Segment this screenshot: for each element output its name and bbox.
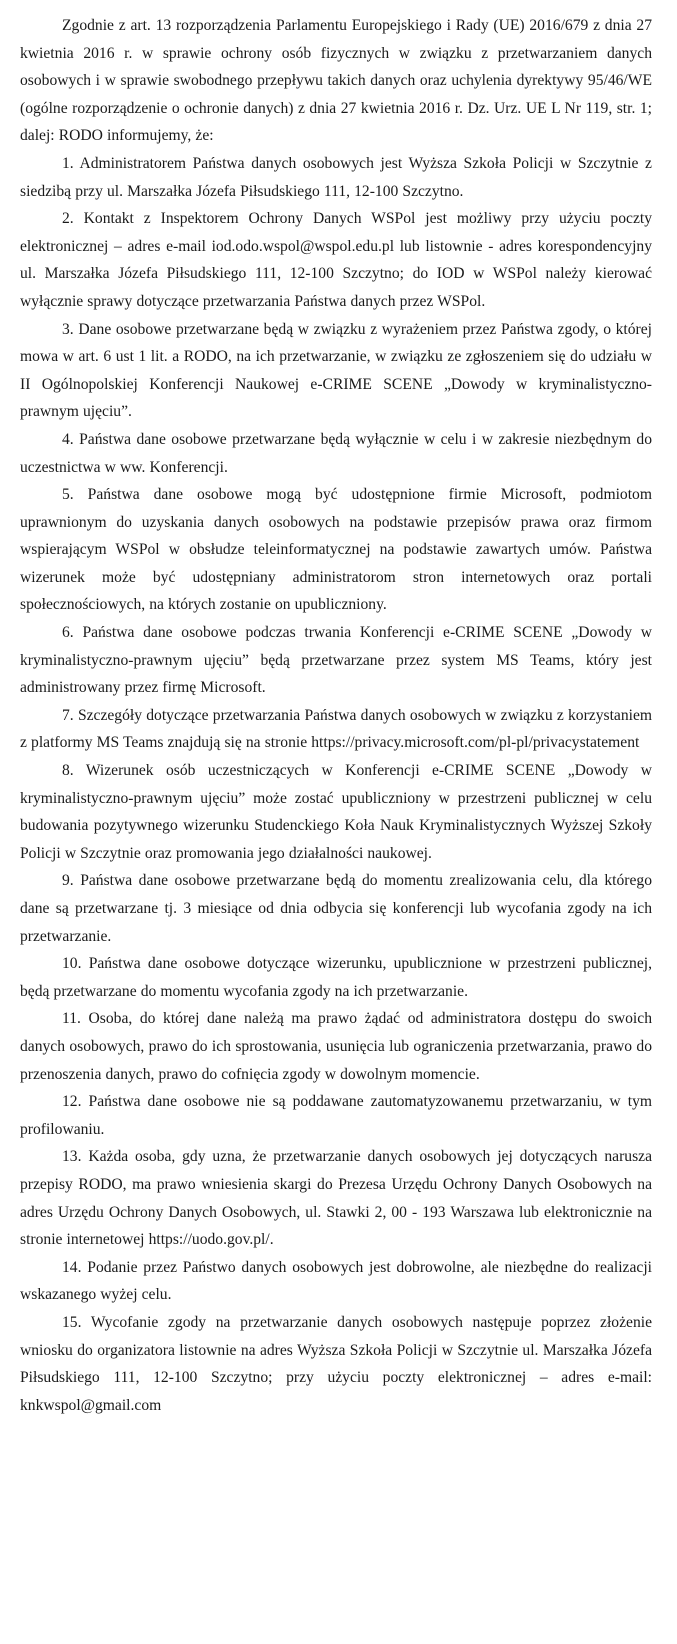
clause-list [20, 150, 652, 1419]
clause-text: Szczegóły dotyczące przetwarzania Państwa danych osobowych w związku z korzystaniem z platformy MS Teams znajdują się na stronie https://privacy.microsoft.com/pl-pl/privacystatement [20, 706, 652, 752]
clause-number: 15. [62, 1313, 82, 1331]
clause-text: Państwa dane osobowe dotyczące wizerunku, upublicznione w przestrzeni publicznej, będą przetwarzane do momentu wycofania zgody na ich przetwarzanie. [20, 955, 652, 1000]
clause-number: 6. [62, 624, 74, 642]
clause-text: Podanie przez Państwo danych osobowych jest dobrowolne, ale niezbędne do realizacji wskazanego wyżej celu. [20, 1258, 652, 1304]
clause-text: Dane osobowe przetwarzane będą w związku z wyrażeniem przez Państwa zgody, o której mowa w art. 6 ust 1 lit. a RODO, na ich przetwarzanie, w związku ze zgłoszeniem się do udziału w II Ogólnopolskiej Konferencji Naukowej e-CRIME SCENE „Dowody w kryminalistyczno-prawnym ujęciu”. [20, 320, 652, 421]
clause-item [20, 1254, 652, 1309]
clause-item [20, 1309, 652, 1419]
clause-text: Osoba, do której dane należą ma prawo żądać od administratora dostępu do swoich danych osobowych, prawo do ich sprostowania, usunięcia lub ograniczenia przetwarzania, prawo do przenoszenia danych, prawo do cofnięcia zgody w dowolnym momencie. [20, 1010, 652, 1083]
clause-number: 12. [62, 1093, 82, 1111]
clause-text: Wycofanie zgody na przetwarzanie danych osobowych następuje poprzez złożenie wniosku do organizatora listownie na adres Wyższa Szkoła Policji w Szczytnie ul. Marszałka Józefa Piłsudskiego 111, 12-100 Szczytno; przy użyciu poczty elektronicznej – adres e-mail: knkwspol@gmail.com [20, 1313, 652, 1414]
clause-item [20, 1088, 652, 1143]
clause-item [20, 619, 652, 702]
clause-text: Państwa dane osobowe przetwarzane będą wyłącznie w celu i w zakresie niezbędnym do uczestnictwa w ww. Konferencji. [20, 430, 652, 476]
clause-text: Państwa dane osobowe nie są poddawane zautomatyzowanemu przetwarzaniu, w tym profilowaniu. [20, 1093, 652, 1138]
clause-number: 1. [62, 154, 74, 172]
clause-number: 13. [62, 1148, 82, 1166]
clause-text: Państwa dane osobowe mogą być udostępnione firmie Microsoft, podmiotom uprawnionym do uzyskania danych osobowych na podstawie przepisów prawa oraz firmom wspierającym WSPol w obsłudze teleinformatycznej na podstawie zawartych umów. Państwa wizerunek może być udostępniany administratorom stron internetowych oraz portali społecznościowych, na których zostanie on upubliczniony. [20, 486, 652, 614]
clause-text: Administratorem Państwa danych osobowych jest Wyższa Szkoła Policji w Szczytnie z siedzibą przy ul. Marszałka Józefa Piłsudskiego 111, 12-100 Szczytno. [20, 154, 652, 200]
clause-item [20, 205, 652, 315]
clause-item [20, 757, 652, 867]
clause-item [20, 1005, 652, 1088]
clause-item [20, 867, 652, 950]
clause-number: 10. [62, 955, 82, 973]
clause-number: 14. [62, 1258, 82, 1276]
clause-text: Państwa dane osobowe przetwarzane będą do momentu zrealizowania celu, dla którego dane są przetwarzane tj. 3 miesiące od dnia odbycia się konferencji lub wycofania zgody na ich przetwarzanie. [20, 872, 652, 945]
clause-item [20, 316, 652, 426]
clause-number: 4. [62, 430, 74, 448]
intro-paragraph: Zgodnie z art. 13 rozporządzenia Parlamentu Europejskiego i Rady (UE) 2016/679 z dnia 27 kwietnia 2016 r. w sprawie ochrony osób fizycznych w związku z przetwarzaniem danych osobowych i w sprawie swobodnego przepływu takich danych oraz uchylenia dyrektywy 95/46/WE (ogólne rozporządzenie o ochronie danych) z dnia 27 kwietnia 2016 r. Dz. Urz. UE L Nr 119, str. 1; dalej: RODO informujemy, że: [20, 17, 652, 145]
clause-item [20, 1143, 652, 1253]
clause-number: 9. [62, 872, 74, 890]
clause-item [20, 150, 652, 205]
clause-number: 7. [62, 706, 74, 724]
clause-item [20, 426, 652, 481]
clause-text: Państwa dane osobowe podczas trwania Konferencji e-CRIME SCENE „Dowody w kryminalistyczno-prawnym ujęciu” będą przetwarzane przez system MS Teams, który jest administrowany przez firmę Microsoft. [20, 624, 652, 697]
clause-text: Każda osoba, gdy uzna, że przetwarzanie danych osobowych jej dotyczących narusza przepisy RODO, ma prawo wniesienia skargi do Prezesa Urzędu Ochrony Danych Osobowych na adres Urzędu Ochrony Danych Osobowych, ul. Stawki 2, 00 - 193 Warszawa lub elektronicznie na stronie internetowej https://uodo.gov.pl/. [20, 1148, 652, 1249]
clause-item [20, 481, 652, 619]
clause-number: 8. [62, 762, 74, 780]
clause-number: 3. [62, 320, 74, 338]
clause-item [20, 702, 652, 757]
clause-text: Kontakt z Inspektorem Ochrony Danych WSPol jest możliwy przy użyciu poczty elektronicznej – adres e-mail iod.odo.wspol@wspol.edu.pl lub listownie - adres korespondencyjny ul. Marszałka Józefa Piłsudskiego 111, 12-100 Szczytno; do IOD w WSPol należy kierować wyłącznie sprawy dotyczące przetwarzania Państwa danych przez WSPol. [20, 210, 653, 310]
clause-number: 11. [62, 1010, 81, 1028]
clause-text: Wizerunek osób uczestniczących w Konferencji e-CRIME SCENE „Dowody w kryminalistyczno-prawnym ujęciu” może zostać upubliczniony w przestrzeni publicznej w celu budowania pozytywnego wizerunku Studenckiego Koła Nauk Kryminalistycznych Wyższej Szkoły Policji w Szczytnie oraz promowania jego działalności naukowej. [20, 762, 652, 862]
clause-item [20, 950, 652, 1005]
clause-number: 2. [62, 210, 74, 228]
clause-number: 5. [62, 486, 74, 504]
